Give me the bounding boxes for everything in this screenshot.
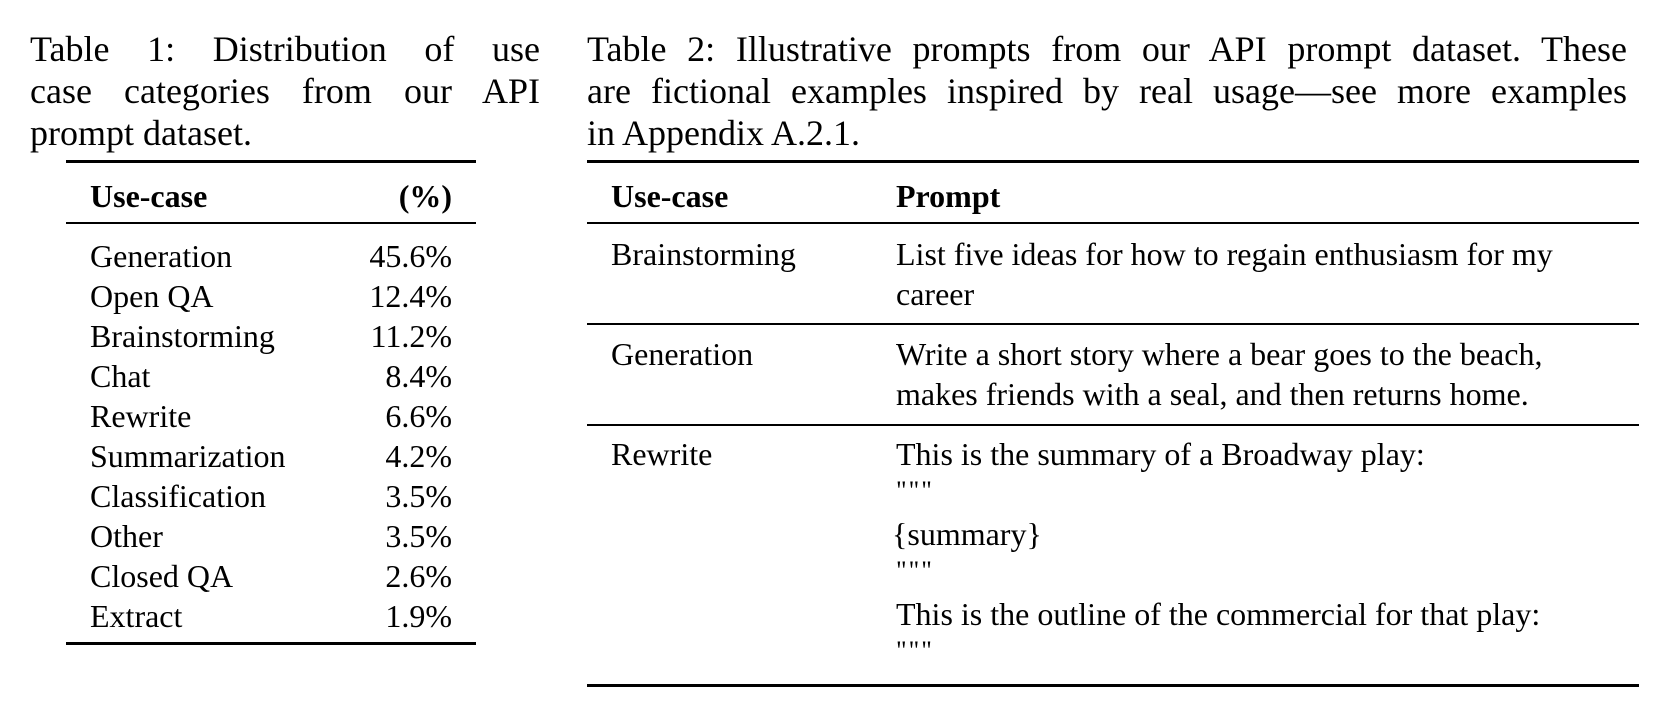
table2-usecase: Generation — [611, 336, 754, 372]
table1-mid-rule — [66, 222, 476, 224]
table2-caption-line: are fictional examples inspired by real usage—see more examples — [587, 71, 1627, 111]
table2-row-rule — [587, 424, 1639, 426]
table2-usecase: Rewrite — [611, 436, 713, 472]
table1-usecase: Other — [90, 518, 163, 554]
table1-usecase: Brainstorming — [90, 318, 275, 354]
table-row — [66, 436, 476, 476]
table-row — [66, 236, 476, 276]
table2-mid-rule — [587, 222, 1639, 224]
table2-caption-line: Table 2: Illustrative prompts from our API prompt dataset. These — [587, 29, 1627, 69]
table1-usecase: Extract — [90, 598, 183, 634]
table1-usecase: Closed QA — [90, 558, 234, 594]
table2-prompt — [896, 334, 1542, 414]
table1-caption — [30, 28, 540, 154]
table-row — [66, 516, 476, 556]
table1-caption-line: prompt dataset. — [30, 113, 252, 153]
table2-row-rule — [587, 323, 1639, 325]
table1-percent: 12.4% — [369, 278, 452, 314]
table-row — [66, 316, 476, 356]
table-row — [66, 396, 476, 436]
table2-prompt-line: This is the summary of a Broadway play: — [896, 436, 1425, 472]
table-row — [66, 556, 476, 596]
table1-percent: 4.2% — [385, 438, 452, 474]
table1-bottom-rule — [66, 642, 476, 645]
table2-prompt-line: """ — [896, 556, 934, 585]
table2-prompt — [896, 234, 1553, 314]
table2-prompt-line: makes friends with a seal, and then returns home. — [896, 376, 1529, 412]
table-row — [66, 596, 476, 636]
table-row — [66, 276, 476, 316]
table2-top-rule — [587, 160, 1639, 163]
table1-percent: 6.6% — [385, 398, 452, 434]
table2-prompt-line: """ — [896, 476, 934, 505]
table-row — [66, 476, 476, 516]
table-row — [66, 356, 476, 396]
table1-caption-line: case categories from our API — [30, 71, 540, 111]
table1-percent: 11.2% — [370, 318, 452, 354]
table1-header-percent: (%) — [398, 178, 452, 214]
table1-header-usecase: Use-case — [90, 178, 208, 214]
table1-percent: 3.5% — [385, 518, 452, 554]
table1-caption-line: Table 1: Distribution of use — [30, 29, 540, 69]
table2-prompt-line: career — [896, 276, 975, 312]
table1-usecase: Summarization — [90, 438, 286, 474]
table2-prompt-line: List five ideas for how to regain enthusiasm for my — [896, 236, 1553, 272]
table1-usecase: Rewrite — [90, 398, 192, 434]
table1-percent: 45.6% — [369, 238, 452, 274]
table1-percent: 2.6% — [385, 558, 452, 594]
table2-header-usecase: Use-case — [611, 178, 729, 214]
table2-prompt-line: Write a short story where a bear goes to the beach, — [896, 336, 1543, 372]
table1-usecase: Open QA — [90, 278, 214, 314]
table2-prompt-line: {summary} — [892, 516, 1042, 552]
table1-usecase: Classification — [90, 478, 266, 514]
table2-prompt-line: """ — [896, 636, 934, 665]
table2-bottom-rule — [587, 684, 1639, 687]
table1-top-rule — [66, 160, 476, 163]
table1-percent: 8.4% — [385, 358, 452, 394]
table2-caption — [587, 28, 1627, 154]
table1-usecase: Chat — [90, 358, 151, 394]
table1-usecase: Generation — [90, 238, 233, 274]
table1-percent: 3.5% — [385, 478, 452, 514]
table2-usecase: Brainstorming — [611, 236, 796, 272]
table1-percent: 1.9% — [385, 598, 452, 634]
table2-prompt-line: This is the outline of the commercial for that play: — [896, 596, 1541, 632]
table2-caption-line: in Appendix A.2.1. — [587, 113, 861, 153]
table2-header-prompt: Prompt — [896, 178, 1001, 214]
